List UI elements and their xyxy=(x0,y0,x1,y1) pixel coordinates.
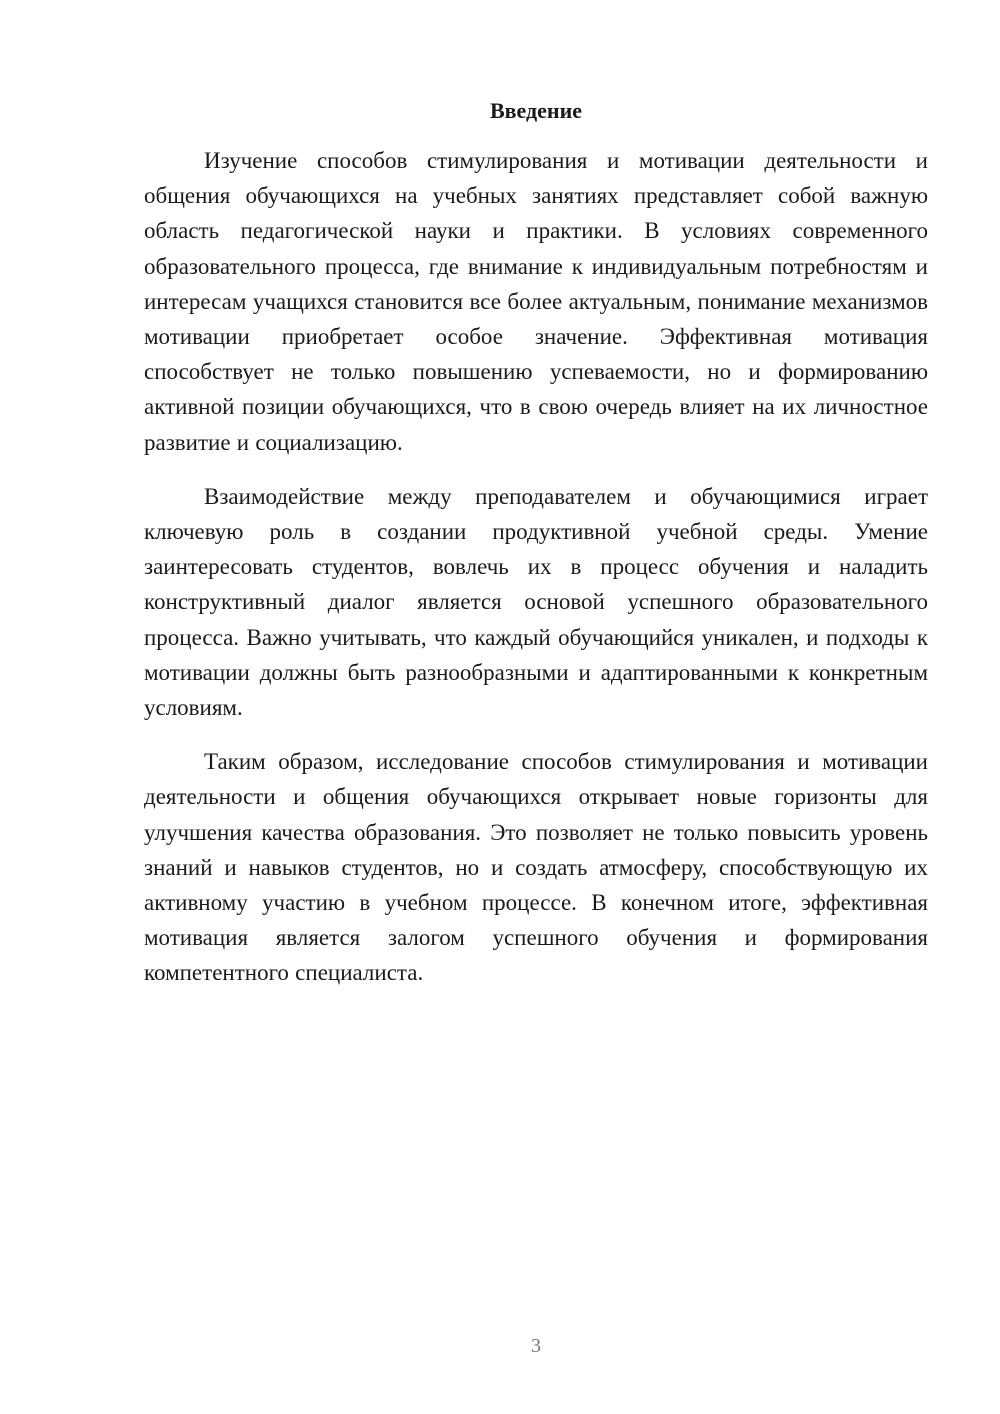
paragraph-1: Изучение способов стимулирования и мотивации деятельности и общения обучающихся на учебных занятиях представляет собой важную область педагогической науки и практики. В условиях современного образовательного процесса, где внимание к индивидуальным потребностям и интересам учащихся становится все более актуальным, понимание механизмов мотивации приобретает особое значение. Эффективная мотивация способствует не только повышению успеваемости, но и формированию активной позиции обучающихся, что в свою очередь влияет на их личностное развитие и социализацию. xyxy=(144,148,928,455)
section-title: Введение xyxy=(489,98,583,123)
paragraph-2: Взаимодействие между преподавателем и обучающимися играет ключевую роль в создании продуктивной учебной среды. Умение заинтересовать студентов, вовлечь их в процесс обучения и наладить конструктивный диалог является основой успешного образовательного процесса. Важно учитывать, что каждый обучающийся уникален, и подходы к мотивации должны быть разнообразными и адаптированными к конкретным условиям. xyxy=(144,483,928,721)
paragraph-3: Таким образом, исследование способов стимулирования и мотивации деятельности и общения обучающихся открывает новые горизонты для улучшения качества образования. Это позволяет не только повысить уровень знаний и навыков студентов, но и создать атмосферу, способствующую их активному участию в учебном процессе. В конечном итоге, эффективная мотивация является залогом успешного обучения и формирования компетентного специалиста. xyxy=(144,749,928,986)
page-number: 3 xyxy=(531,1335,541,1357)
body-text xyxy=(144,143,928,991)
